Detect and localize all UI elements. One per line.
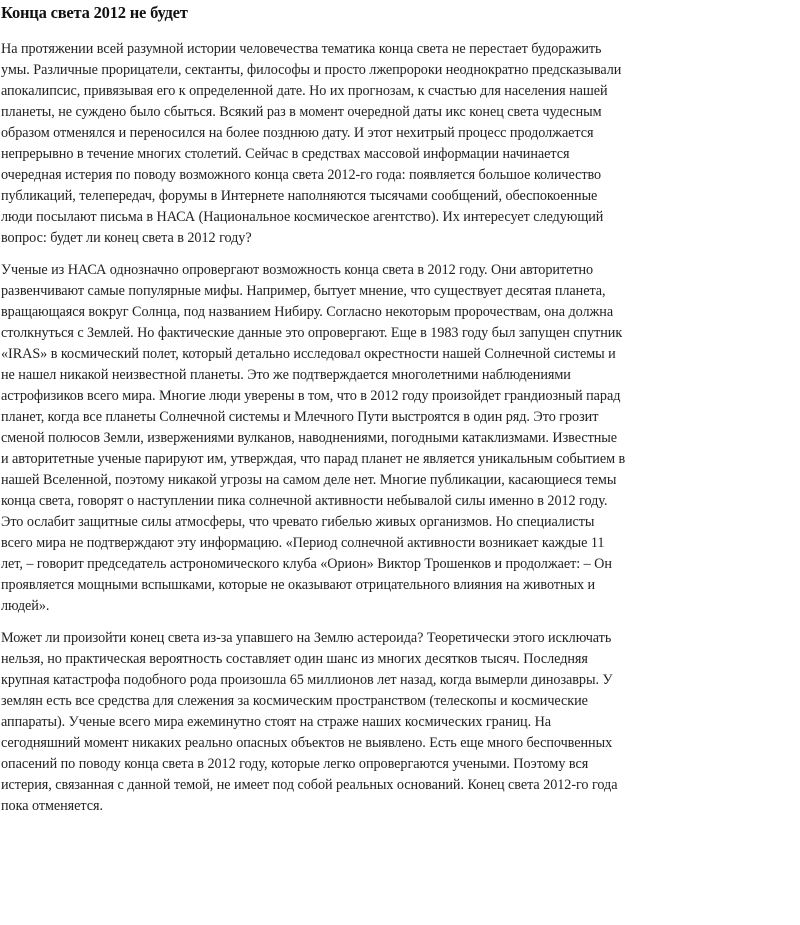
article-paragraph-2: Ученые из НАСА однозначно опровергают возможность конца света в 2012 году. Они авторитетно развенчивают самые популярные мифы. Например, бытует мнение, что существует десятая планета, вращающаяся вокруг Солнца, под названием Нибиру. Согласно некоторым пророчествам, она должна столкнуться с Землей. Но фактические данные это опровергают. Еще в 1983 году был запущен спутник «IRAS» в космический полет, который детально исследовал окрестности нашей Солнечной системы и не нашел никакой неизвестной планеты. Это же подтверждается многолетними наблюдениями астрофизиков всего мира. Многие люди уверены в том, что в 2012 году произойдет грандиозный парад планет, когда все планеты Солнечной системы и Млечного Пути выстроятся в один ряд. Это грозит сменой полюсов Земли, извержениями вулканов, наводнениями, погодными катаклизмами. Известные и авторитетные ученые парируют им, утверждая, что парад планет не является уникальным событием в нашей Вселенной, поэтому никакой угрозы на самом деле нет. Многие публикации, касающиеся темы конца света, говорят о наступлении пика солнечной активности небывалой силы именно в 2012 году. Это ослабит защитные силы атмосферы, что чревато гибелью живых организмов. Но специалисты всего мира не подтверждают эту информацию. «Период солнечной активности возникает каждые 11 лет, – говорит председатель астрономического клуба «Орион» Виктор Трошенков и продолжает: – Он проявляется мощными вспышками, которые не оказывают отрицательного влияния на животных и людей». bbox=[1, 262, 626, 614]
article bbox=[1, 0, 626, 817]
article-paragraph-1: На протяжении всей разумной истории человечества тематика конца света не перестает будоражить умы. Различные прорицатели, сектанты, философы и просто лжепророки неоднократно предсказывали апокалипсис, привязывая его к определенной дате. Но их прогнозам, к счастью для населения нашей планеты, не суждено было сбыться. Всякий раз в момент очередной даты икс конец света чудесным образом отменялся и переносился на более позднюю дату. И этот нехитрый процесс продолжается непрерывно в течение многих столетий. Сейчас в средствах массовой информации начинается очередная истерия по поводу возможного конца света 2012-го года: появляется большое количество публикаций, телепередач, форумы в Интернете наполняются тысячами сообщений, обеспокоенные люди посылают письма в НАСА (Национальное космическое агентство). Их интересует следующий вопрос: будет ли конец света в 2012 году? bbox=[1, 41, 622, 246]
article-paragraph-3: Может ли произойти конец света из-за упавшего на Землю астероида? Теоретически этого исключать нельзя, но практическая вероятность составляет один шанс из многих десятков тысяч. Последняя крупная катастрофа подобного рода произошла 65 миллионов лет назад, когда вымерли динозавры. У землян есть все средства для слежения за космическим пространством (телескопы и космические аппараты). Ученые всего мира ежеминутно стоят на страже наших космических границ. На сегодняшний момент никаких реально опасных объектов не выявлено. Есть еще много беспочвенных опасений по поводу конца света в 2012 году, которые легко опровергаются учеными. Поэтому вся истерия, связанная с данной темой, не имеет под собой реальных оснований. Конец света 2012-го года пока отменяется. bbox=[1, 630, 618, 814]
article-title: Конца света 2012 не будет bbox=[1, 3, 188, 22]
